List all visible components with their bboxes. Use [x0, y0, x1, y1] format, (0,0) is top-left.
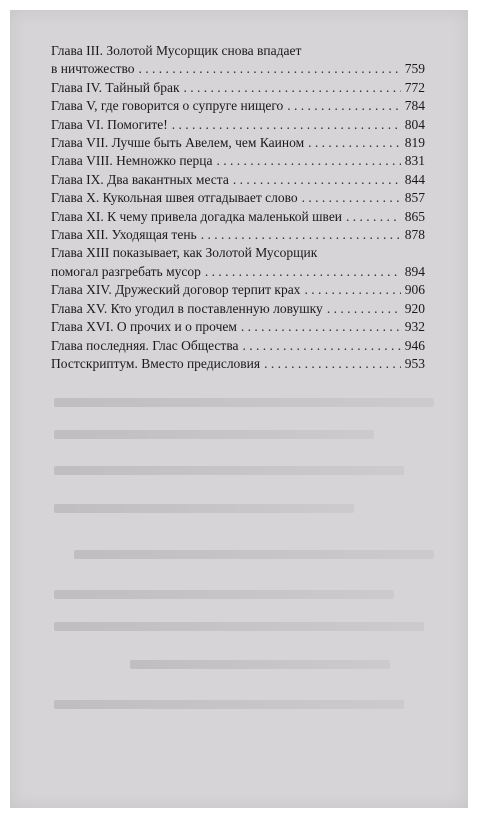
dot-leader	[327, 300, 401, 318]
toc-entry-line	[51, 355, 425, 373]
dot-leader	[205, 263, 401, 281]
show-through-text	[74, 550, 434, 559]
toc-entry	[51, 152, 425, 170]
toc-entry	[51, 337, 425, 355]
toc-entry-title-line: Глава XIII показывает, как Золотой Мусорщик	[51, 245, 318, 261]
toc-entry	[51, 171, 425, 189]
dot-leader	[201, 226, 401, 244]
toc-entry-page-number: 819	[404, 135, 425, 151]
dot-leader	[308, 134, 401, 152]
toc-entry-page-number: 920	[404, 300, 425, 316]
table-of-contents	[51, 42, 425, 373]
toc-entry-line	[51, 300, 425, 318]
toc-entry-title: Глава VI. Помогите!	[51, 116, 168, 132]
toc-entry-line	[51, 116, 425, 134]
toc-entry-title: Глава XI. К чему привела догадка маленькой швеи	[51, 208, 343, 224]
toc-entry-line	[51, 97, 425, 115]
toc-entry-page-number: 865	[404, 208, 425, 224]
show-through-text	[54, 622, 424, 631]
toc-entry-line	[51, 60, 425, 78]
show-through-text	[54, 700, 404, 709]
toc-entry-line	[51, 318, 425, 336]
toc-entry-line	[51, 189, 425, 207]
show-through-text	[54, 590, 394, 599]
toc-entry-page-number: 878	[404, 227, 425, 243]
toc-entry-page-number: 953	[404, 355, 425, 371]
toc-entry-title: Глава IX. Два вакантных места	[51, 171, 229, 187]
toc-entry	[51, 208, 425, 226]
toc-entry	[51, 355, 425, 373]
toc-entry-page-number: 946	[404, 337, 425, 353]
dot-leader	[304, 281, 400, 299]
dot-leader	[172, 116, 401, 134]
toc-entry	[51, 189, 425, 207]
toc-entry-title: Постскриптум. Вместо предисловия	[51, 355, 261, 371]
toc-entry	[51, 300, 425, 318]
toc-entry-line	[51, 263, 425, 281]
toc-entry-title: в ничтожество	[51, 61, 135, 77]
toc-entry-page-number: 894	[404, 263, 425, 279]
toc-entry-line	[51, 79, 425, 97]
toc-entry-line	[51, 281, 425, 299]
toc-entry-line	[51, 208, 425, 226]
dot-leader	[346, 208, 401, 226]
toc-entry-title: Глава XIV. Дружеский договор терпит крах	[51, 282, 301, 298]
toc-entry-line	[51, 134, 425, 152]
toc-entry-page-number: 759	[404, 61, 425, 77]
toc-entry-title: помогал разгребать мусор	[51, 263, 201, 279]
toc-entry-page-number: 784	[404, 98, 425, 114]
toc-entry-title: Глава VIII. Немножко перца	[51, 153, 213, 169]
dot-leader	[184, 79, 401, 97]
toc-entry	[51, 226, 425, 244]
toc-entry-line	[51, 152, 425, 170]
toc-entry-page-number: 932	[404, 319, 425, 335]
toc-entry-page-number: 831	[404, 153, 425, 169]
toc-entry	[51, 281, 425, 299]
toc-entry-title-line: Глава III. Золотой Мусорщик снова впадает	[51, 43, 302, 58]
toc-entry	[51, 97, 425, 115]
toc-entry	[51, 79, 425, 97]
toc-entry-title: Глава XV. Кто угодил в поставленную ловушку	[51, 300, 323, 316]
toc-entry-title: Глава X. Кукольная швея отгадывает слово	[51, 190, 298, 206]
dot-leader	[241, 318, 401, 336]
show-through-text	[54, 504, 354, 513]
toc-entry-page-number: 906	[404, 282, 425, 298]
dot-leader	[243, 337, 401, 355]
show-through-text	[130, 660, 390, 669]
toc-entry-page-number: 804	[404, 116, 425, 132]
toc-entry-title: Глава V, где говорится о супруге нищего	[51, 98, 284, 114]
show-through-text	[54, 430, 374, 439]
toc-entry-title: Глава VII. Лучше быть Авелем, чем Каином	[51, 135, 305, 151]
show-through-text	[54, 466, 404, 475]
toc-entry	[51, 42, 425, 79]
dot-leader	[217, 152, 401, 170]
toc-entry-title: Глава XVI. О прочих и о прочем	[51, 319, 237, 335]
dot-leader	[302, 189, 401, 207]
toc-entry	[51, 244, 425, 281]
dot-leader	[233, 171, 401, 189]
toc-entry-page-number: 857	[404, 190, 425, 206]
toc-entry-line	[51, 226, 425, 244]
toc-entry-page-number: 772	[404, 79, 425, 95]
toc-entry-title: Глава XII. Уходящая тень	[51, 227, 197, 243]
toc-entry-page-number: 844	[404, 171, 425, 187]
dot-leader	[287, 97, 400, 115]
toc-entry-title: Глава IV. Тайный брак	[51, 79, 180, 95]
toc-entry	[51, 318, 425, 336]
toc-entry-title: Глава последняя. Глас Общества	[51, 337, 239, 353]
dot-leader	[139, 60, 401, 78]
toc-entry-line	[51, 337, 425, 355]
toc-entry	[51, 134, 425, 152]
dot-leader	[264, 355, 401, 373]
toc-entry-line	[51, 171, 425, 189]
show-through-text	[54, 398, 434, 407]
toc-entry	[51, 116, 425, 134]
